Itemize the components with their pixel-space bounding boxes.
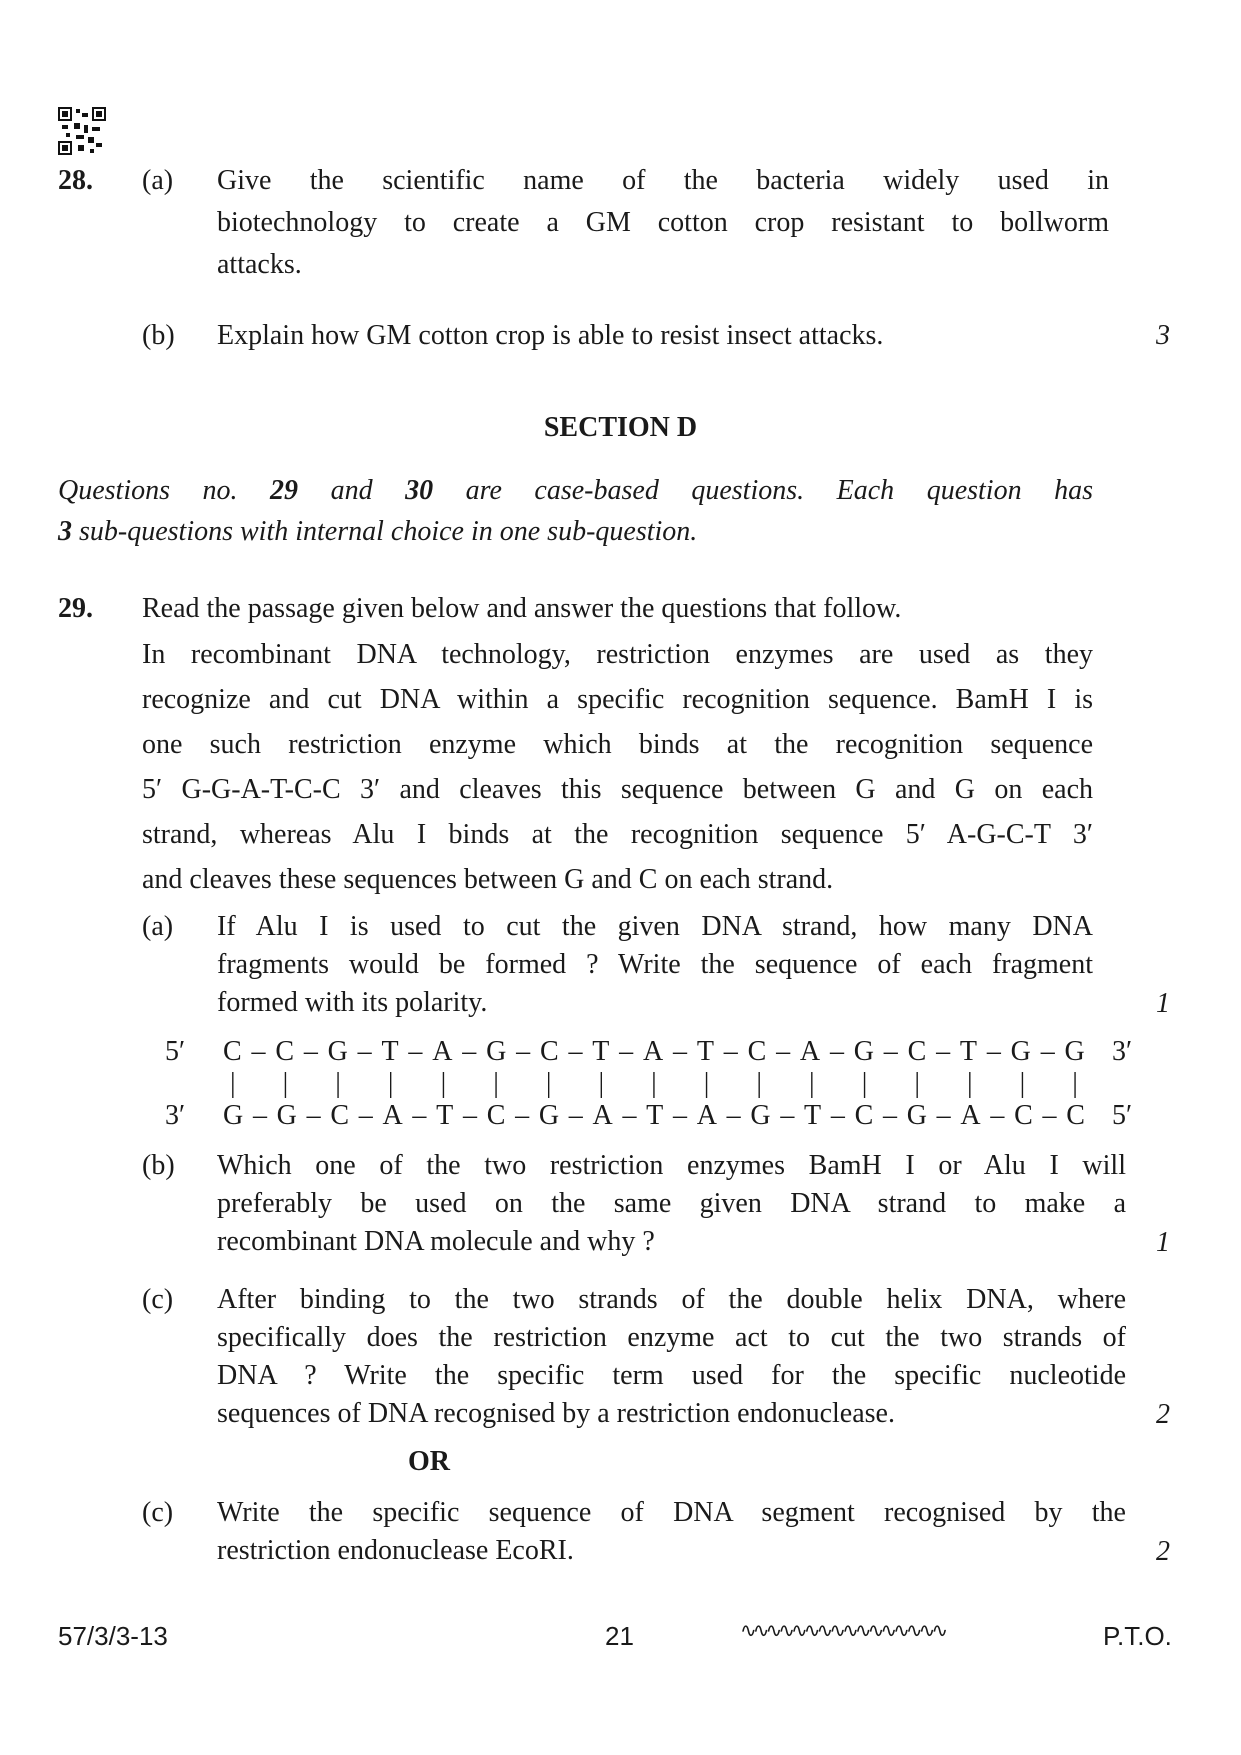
- dna-token: C: [1066, 1100, 1085, 1131]
- question-text-line: sequences of DNA recognised by a restriction endonuclease.: [217, 1398, 895, 1429]
- dna-token: –: [986, 1036, 1001, 1067]
- dna-token: G: [486, 1036, 507, 1067]
- dna-token: –: [462, 1036, 477, 1067]
- dna-top-strand: [223, 1036, 1085, 1068]
- base-pair-bond: |: [282, 1068, 289, 1099]
- dna-token: C: [539, 1036, 559, 1067]
- base-pair-bond: |: [598, 1068, 605, 1099]
- dna-token: –: [936, 1036, 951, 1067]
- dna-token: A: [642, 1036, 664, 1067]
- base-pair-bond: |: [914, 1068, 920, 1099]
- dna-token: –: [252, 1100, 267, 1131]
- marks: 1: [1156, 988, 1170, 1019]
- dna-token: –: [723, 1036, 738, 1067]
- section-title: SECTION D: [543, 412, 698, 443]
- subpart-label: (c): [142, 1497, 174, 1528]
- passage-line: 5′ G-G-A-T-C-C 3′ and cleaves this sequence between G and G on each: [142, 774, 1093, 805]
- dna-token: –: [303, 1036, 318, 1067]
- question-text-line: specifically does the restriction enzyme act to cut the two strands of: [217, 1322, 1126, 1353]
- dna-token: –: [829, 1036, 844, 1067]
- dna-token: –: [883, 1036, 898, 1067]
- base-pair-bond: |: [861, 1068, 868, 1099]
- dna-token: A: [382, 1100, 403, 1131]
- dna-token: C: [747, 1036, 767, 1067]
- instr-text: sub-questions with internal choice in one sub-question.: [72, 516, 698, 547]
- question-text-line: Which one of the two restriction enzymes BamH I or Alu I will: [217, 1150, 1126, 1181]
- base-pair-bond: |: [335, 1068, 341, 1099]
- subpart-label: (c): [142, 1284, 174, 1315]
- dna-token: G: [906, 1100, 927, 1131]
- question-text-line: Give the scientific name of the bacteria widely used in: [217, 165, 1109, 196]
- question-number: 29.: [58, 593, 93, 624]
- dna-token: –: [516, 1036, 531, 1067]
- dna-token: A: [960, 1100, 981, 1131]
- dna-token: C: [854, 1100, 874, 1131]
- strand-end-label: 5′: [165, 1036, 186, 1067]
- dna-token: G: [327, 1036, 348, 1067]
- base-pair-bond: |: [651, 1068, 657, 1099]
- strand-end-label: 3′: [1112, 1036, 1133, 1067]
- strand-end-label: 3′: [165, 1100, 186, 1131]
- dna-token: C: [330, 1100, 350, 1131]
- dna-token: –: [568, 1036, 583, 1067]
- dna-token: G: [276, 1100, 297, 1131]
- pto-label: P.T.O.: [1103, 1621, 1172, 1651]
- qr-code: [58, 107, 106, 155]
- passage-line: In recombinant DNA technology, restriction enzymes are used as they: [142, 639, 1093, 670]
- dna-token: G: [223, 1100, 244, 1131]
- question-text-line: If Alu I is used to cut the given DNA strand, how many DNA: [217, 911, 1093, 942]
- instr-text: are case-based questions. Each question has: [433, 475, 1094, 506]
- base-pair-bond: |: [809, 1068, 815, 1099]
- dna-token: –: [515, 1100, 530, 1131]
- dna-token: C: [1014, 1100, 1033, 1131]
- dna-token: –: [780, 1100, 795, 1131]
- base-pair-bond: |: [1019, 1068, 1026, 1099]
- dna-token: –: [357, 1036, 372, 1067]
- question-text-line: formed with its polarity.: [217, 987, 488, 1018]
- question-text-line: attacks.: [217, 249, 302, 280]
- dna-token: –: [1040, 1036, 1055, 1067]
- question-text-line: restriction endonuclease EcoRI.: [217, 1535, 574, 1566]
- dna-token: T: [804, 1100, 822, 1131]
- dna-token: –: [776, 1036, 791, 1067]
- base-pair-bond: |: [545, 1068, 552, 1099]
- dna-token: –: [619, 1036, 634, 1067]
- marks: 2: [1156, 1536, 1170, 1567]
- instr-bold: 30: [405, 475, 434, 506]
- passage-line: one such restriction enzyme which binds at the recognition sequence: [142, 729, 1093, 760]
- base-pair-bond: |: [1072, 1068, 1078, 1099]
- marks: 2: [1156, 1399, 1170, 1430]
- base-pair-bond: |: [440, 1068, 447, 1099]
- dna-token: A: [432, 1036, 453, 1067]
- question-text: Explain how GM cotton crop is able to resist insect attacks.: [217, 320, 884, 351]
- dna-token: G: [750, 1100, 771, 1131]
- dna-token: A: [799, 1036, 821, 1067]
- dna-token: T: [436, 1100, 454, 1131]
- dna-bottom-strand: [223, 1100, 1085, 1132]
- dna-token: –: [1042, 1100, 1057, 1131]
- section-instructions-line: [58, 470, 1093, 512]
- marks: 3: [1156, 320, 1170, 351]
- passage-line: strand, whereas Alu I binds at the recognition sequence 5′ A-G-C-T 3′: [142, 819, 1093, 850]
- dna-token: –: [673, 1036, 688, 1067]
- dna-token: –: [936, 1100, 951, 1131]
- dna-base-pair-bonds: [230, 1068, 1078, 1100]
- dna-token: C: [275, 1036, 294, 1067]
- section-instructions-line: [58, 511, 697, 553]
- base-pair-bond: |: [703, 1068, 710, 1099]
- instr-text: Questions no.: [58, 475, 271, 506]
- dna-token: G: [1064, 1036, 1085, 1067]
- dna-token: A: [592, 1100, 613, 1131]
- subpart-label: (b): [142, 1150, 175, 1181]
- dna-token: –: [672, 1100, 687, 1131]
- dna-token: –: [883, 1100, 897, 1131]
- question-text-line: fragments would be formed ? Write the sequence of each fragment: [217, 949, 1093, 980]
- dna-token: –: [990, 1100, 1005, 1131]
- base-pair-bond: |: [493, 1068, 499, 1099]
- base-pair-bond: |: [756, 1068, 763, 1099]
- dna-token: G: [853, 1036, 874, 1067]
- dna-token: T: [959, 1036, 978, 1067]
- paper-code: 57/3/3-13: [58, 1621, 168, 1651]
- dna-token: G: [1010, 1036, 1031, 1067]
- dna-token: –: [306, 1100, 321, 1131]
- question-number: 28.: [58, 165, 93, 196]
- dna-token: T: [646, 1100, 664, 1131]
- dna-token: –: [408, 1036, 423, 1067]
- dna-token: C: [907, 1036, 927, 1067]
- dna-token: A: [696, 1100, 717, 1131]
- question-text-line: preferably be used on the same given DNA strand to make a: [217, 1188, 1126, 1219]
- dna-token: –: [830, 1100, 845, 1131]
- question-text-line: After binding to the two strands of the double helix DNA, where: [217, 1284, 1126, 1315]
- marks: 1: [1156, 1227, 1170, 1258]
- base-pair-bond: |: [387, 1068, 394, 1099]
- passage-line: recognize and cut DNA within a specific recognition sequence. BamH I is: [142, 684, 1093, 715]
- subpart-label: (a): [142, 911, 174, 942]
- question-text-line: biotechnology to create a GM cotton crop resistant to bollworm: [217, 207, 1109, 238]
- instr-bold: 3: [58, 516, 72, 547]
- dna-token: –: [726, 1100, 741, 1131]
- subpart-label: (b): [142, 320, 175, 351]
- subpart-label: (a): [142, 165, 174, 196]
- question-text-line: Write the specific sequence of DNA segment recognised by the: [217, 1497, 1126, 1528]
- dna-token: C: [223, 1036, 242, 1067]
- question-text-line: DNA ? Write the specific term used for the specific nucleotide: [217, 1360, 1126, 1391]
- dna-token: T: [592, 1036, 610, 1067]
- wave-decoration: ∿∿∿∿∿∿∿∿∿∿∿∿∿∿∿∿: [740, 1618, 945, 1642]
- dna-token: –: [251, 1036, 266, 1067]
- dna-token: C: [486, 1100, 506, 1131]
- instr-bold: 29: [270, 475, 299, 506]
- base-pair-bond: |: [230, 1068, 236, 1099]
- dna-token: G: [538, 1100, 560, 1131]
- strand-end-label: 5′: [1112, 1100, 1133, 1131]
- dna-token: –: [358, 1100, 373, 1131]
- passage-line: and cleaves these sequences between G and C on each strand.: [142, 864, 834, 895]
- dna-token: –: [462, 1100, 477, 1131]
- question-text-line: recombinant DNA molecule and why ?: [217, 1226, 655, 1257]
- dna-token: T: [696, 1036, 714, 1067]
- question-intro: Read the passage given below and answer the questions that follow.: [142, 593, 902, 624]
- page-number: 21: [605, 1621, 634, 1651]
- instr-text: and: [298, 475, 406, 506]
- base-pair-bond: |: [966, 1068, 973, 1099]
- dna-token: T: [381, 1036, 399, 1067]
- dna-token: –: [568, 1100, 583, 1131]
- dna-token: –: [412, 1100, 427, 1131]
- or-divider: OR: [408, 1446, 450, 1477]
- dna-token: –: [622, 1100, 637, 1131]
